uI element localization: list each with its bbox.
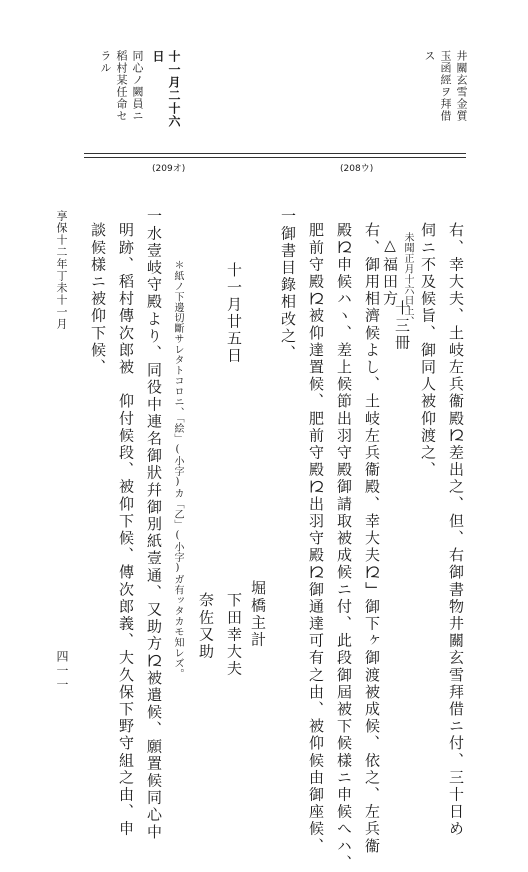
header-date-line2: 日 xyxy=(151,50,165,63)
era-line: 享保十二年丁未十一月 xyxy=(55,210,68,330)
header-rule-top xyxy=(84,153,466,154)
signer-1: 堀橋主計 xyxy=(249,580,267,649)
header-note-right-line1: 井關玄雪金質 xyxy=(455,50,468,122)
body-column-6: 肥前守殿𛀁被仰達置候、肥前守殿𛀁出羽守殿𛀁御通達可有之由、被仰候由御座候、 xyxy=(307,222,325,855)
body-column-4: 右、御用相濟候よし、土岐左兵衞殿、幸大夫𛀁」御下ヶ御渡被成候、依之、左兵衞 xyxy=(363,222,381,855)
footnote: ＊紙ノ下邊切斷サレタトコロニ、「絵」(小字)カ「乙」(小字)ガ有ッタカモ知レズ。 xyxy=(172,260,183,679)
date-line: 十一月廿五日 xyxy=(225,262,243,365)
header-rule-bottom xyxy=(84,157,466,158)
header-date-line1: 十一月二十六 xyxy=(167,50,181,128)
folio-marker-right: (208ウ) xyxy=(340,164,374,174)
header-note-right-line2: 玉函經ヲ拜借 xyxy=(439,50,452,122)
body-column-3-volumes: 十三冊 xyxy=(393,300,411,352)
body-column-10: 明跡、稻村傳次郎被 仰付候段、被仰下候、傳次郎義、大久保下野守組之由、申 xyxy=(117,222,135,838)
signer-3: 奈佐又助 xyxy=(197,592,215,661)
body-column-7: 一御書目錄相改之、 xyxy=(279,208,297,362)
body-column-9: 一水壹岐守殿より、同役中連名御狀幷御別紙壹通、又助方𛀁被遣候、願置候同心中 xyxy=(145,208,163,841)
signer-2: 下田幸大夫 xyxy=(225,592,243,678)
body-column-2: 伺ニ不及候旨、御同人被仰渡之、 xyxy=(419,222,437,479)
header-note-left-line2: 稻村某任命セ xyxy=(115,50,128,122)
folio-marker-left: (209オ) xyxy=(152,164,186,174)
page-number: 四一一 xyxy=(55,650,69,692)
body-column-11: 談候樣ニ被仰下候、 xyxy=(89,222,107,376)
body-column-1: 右、幸大夫、土岐左兵衞殿𛀁差出之、但、右御書物井關玄雪拜借ニ付、三十日め xyxy=(447,222,465,838)
header-note-left-line1: 同心ノ闕員ニ xyxy=(131,50,144,122)
header-note-left-line3: ラル xyxy=(99,50,112,74)
body-column-3-name: △福田方 xyxy=(381,236,399,308)
body-column-5: 殿𛀁申候ハヽ、差上候節出羽守殿御請取被成候ニ付、此段御屆被下候樣ニ申候へハ、 xyxy=(335,222,353,872)
body-column-3-note: 未聞正月十六日上、 xyxy=(402,232,413,327)
header-note-right-line3: ス xyxy=(423,50,436,62)
